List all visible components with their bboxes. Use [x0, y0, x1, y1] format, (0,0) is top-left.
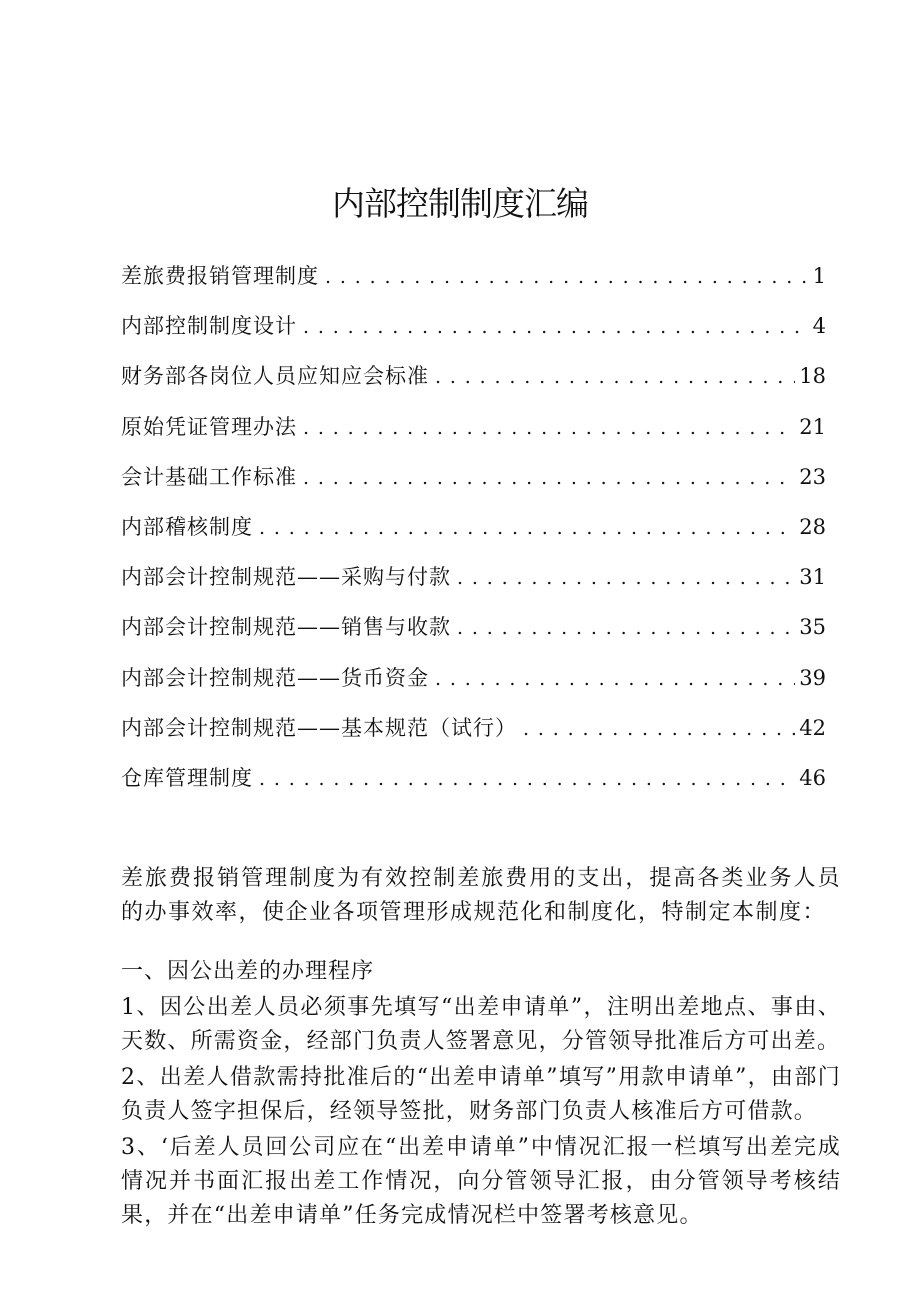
- toc-entry-page: 1: [812, 264, 826, 288]
- toc-leader-dots: [303, 410, 795, 446]
- toc-leader-dots: [457, 610, 795, 646]
- toc-entry[interactable]: [121, 258, 826, 308]
- toc-leader-dots: [259, 761, 795, 797]
- toc-entry[interactable]: [121, 308, 826, 358]
- toc-entry[interactable]: [121, 760, 826, 810]
- toc-entry[interactable]: [121, 358, 826, 408]
- table-of-contents: [121, 258, 826, 810]
- toc-entry[interactable]: [121, 660, 826, 710]
- toc-entry-label: 内部会计控制规范——基本规范（试行）: [121, 715, 517, 740]
- toc-entry-label: 内部控制制度设计: [121, 314, 297, 339]
- document-title: 内部控制制度汇编: [332, 184, 588, 223]
- toc-leader-dots: [523, 711, 795, 747]
- procedure-item: 3、‘后差人员回公司应在“出差申请单”中情况汇报一栏填写出差完成情况并书面汇报出差工作情况，向分管领导汇报，由分管领导考核结果，并在“出差申请单”任务完成情况栏中签署考核意见。: [121, 1135, 841, 1228]
- section-heading: 一、因公出差的办理程序: [121, 959, 375, 984]
- toc-entry-label: 内部会计控制规范——采购与付款: [121, 565, 451, 590]
- section-procedure: [121, 955, 841, 1235]
- toc-leader-dots: [435, 359, 795, 395]
- toc-entry-page: 31: [799, 565, 826, 590]
- intro-paragraph-block: [121, 862, 841, 930]
- toc-entry-label: 会计基础工作标准: [121, 464, 297, 489]
- toc-leader-dots: [457, 560, 795, 596]
- toc-leader-dots: [435, 661, 795, 697]
- procedure-item: 2、出差人借款需持批准后的“出差申请单”填写”用款申请单”，由部门负责人签字担保后，经领导签批，财务部门负责人核准后方可借款。: [121, 1065, 841, 1124]
- toc-entry-page: 4: [812, 314, 826, 339]
- toc-entry-page: 21: [799, 414, 826, 439]
- toc-leader-dots: [325, 259, 809, 295]
- intro-paragraph: 差旅费报销管理制度为有效控制差旅费用的支出，提高各类业务人员的办事效率，使企业各项管理形成规范化和制度化，特制定本制度：: [121, 866, 841, 925]
- toc-entry[interactable]: [121, 609, 826, 659]
- toc-entry-label: 内部会计控制规范——货币资金: [121, 665, 429, 690]
- toc-entry-page: 28: [799, 514, 826, 539]
- toc-leader-dots: [303, 460, 795, 496]
- toc-entry[interactable]: [121, 459, 826, 509]
- toc-entry-page: 35: [799, 615, 826, 640]
- toc-entry-label: 内部会计控制规范——销售与收款: [121, 615, 451, 640]
- toc-entry[interactable]: [121, 509, 826, 559]
- toc-entry-label: 财务部各岗位人员应知应会标准: [121, 364, 429, 389]
- toc-entry-label: 内部稽核制度: [121, 514, 253, 539]
- toc-entry-page: 23: [799, 464, 826, 489]
- toc-entry-page: 39: [799, 665, 826, 690]
- toc-entry-label: 原始凭证管理办法: [121, 414, 297, 439]
- toc-entry[interactable]: [121, 559, 826, 609]
- toc-leader-dots: [303, 309, 809, 345]
- toc-entry-page: 42: [799, 715, 826, 740]
- toc-leader-dots: [259, 510, 795, 546]
- toc-entry[interactable]: [121, 710, 826, 760]
- toc-entry-page: 18: [799, 364, 826, 389]
- toc-entry-label: 差旅费报销管理制度: [121, 264, 319, 288]
- procedure-item: 1、因公出差人员必须事先填写“出差申请单”，注明出差地点、事由、天数、所需资金，经部门负责人签署意见，分管领导批准后方可出差。: [121, 995, 841, 1054]
- toc-entry-label: 仓库管理制度: [121, 765, 253, 790]
- toc-entry-page: 46: [799, 765, 826, 790]
- toc-entry[interactable]: [121, 409, 826, 459]
